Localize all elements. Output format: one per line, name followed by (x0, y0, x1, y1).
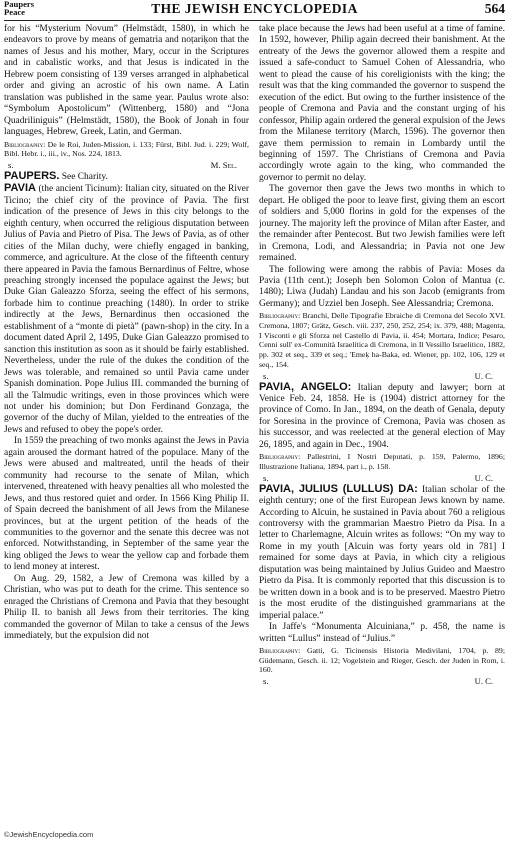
entry-text: Italian city, situated on the River Ticino; the chief city of the province of Pavia. The first indication of the presence of Jews in this city belongs to the eighth century, when occurred the religious disputation between Julius of Pavia and Pietro of Pisa. The Jews of Pavia, as of other cities of the Milan duchy, were chiefly engaged in banking, commerce, and agriculture. At the close of the fifteenth century there appeared in Pavia the famous Bernardinus of Feltre, whose preaching strongly incensed the populace against the Jews; but Duke Gian Galeazzo Sforza, seeing the effect of his sermons, forbade him to continue preaching (1480). In order to strike indirectly at the Jews, Bernardinus then occasioned the establishment of a “monte di pietà” (pawn-shop) in the city. In a document dated April 2, 1495, Duke Gian Galeazzo promised to sanction this institution as soon as it should be fairly established. Nevertheless, under the rule of the dukes the condition of the Jews was tolerable, and remained so until Pavia came under Spanish domination. Pope Julius III. commanded the burning of all the Talmudic writings, even in those provinces which were not under his dominion; but Don Ferdinand Gonzaga, the governor of the duchy of Milan, yielded to the entreaties of the Jews and refused to obey the pope's order. (4, 184, 249, 435)
paragraph: for his “Mysterium Novum” (Helmstädt, 1580), in which he endeavors to prove by means of gematria and noṭariḳon that the names of Jesus and his mother, Mary, occur in the Scriptures and in cabalistic works, and that Jesus is indicated in the Hebrew poem consisting of 139 verses arranged in alphabetical order and giving an acrostic of his own name. A Latin translation was published in the same year. Paulus wrote also: “Symbolum Apostolicum” (Wittenberg, 1580) and “Jona Quadriliniguis” (Helmstädt, 1580), the Book of Jonah in four languages, Hebrew, Greek, Latin, and German. (4, 24, 249, 138)
bibliography (259, 646, 505, 675)
entry-headword: PAVIA (4, 182, 36, 195)
paragraph: In Jaffe's “Monumenta Alcuiniana,” p. 458, the name is written “Lullus” instead of “Julius.” (259, 622, 505, 644)
entry-text: Italian scholar of the eighth century; one of the first European Jews known by name. According to Alcuin, he sustained in Pavia about 760 a religious controversy with the grammarian Maestro Pietro da Pisa. In a letter to Charlemagne, Alcuin writes as follows: “On my way to Rome in my youth [Alcuin was forty years old in 781] I remained for some days at Pavia, in which city a religious disputation was being maintained by Julius Guideo and Maestro Pietro da Pisa. It is commonly reported that this discussion is to be written down in a book and is to be preserved. Maestro Pietro is the most erudite of the distinguished grammarians at the imperial palace.” (259, 484, 505, 621)
entry-pavia (4, 183, 249, 436)
entry-headword: PAVIA, ANGELO: (259, 380, 352, 393)
right-column (259, 24, 505, 827)
bibliography (4, 140, 249, 159)
watermark: ©JewishEncyclopedia.com (4, 830, 94, 839)
bibliography-text: Branchi, Delle Tipografie Ebraiche di Cremona del Secolo XVI. Cremona, 1807; Grätz, Gesch. viii. 237, 250, 252, 254; ix. 379, 488; Magenta, I Visconti e gli Sforza nel Castello di Pavia, ii. 454; Mortara, Indice; Pesaro, Cenni sull' ex-Comunità Israelitica di Cremona, in Il Vessillo Israelitico, 1882, pp. 302 et seq., 339 et seq.; 'Emeḳ ha-Baka, ed. Wiener, pp. 102, 106, 129 et seq., 154. (259, 311, 505, 369)
left-column (4, 24, 249, 827)
signature-author: U. C. (474, 472, 493, 483)
entry-text: Italian deputy and lawyer; born at Venice Feb. 24, 1858. He is (1904) district attorney for the province of Como. In Jan., 1894, on the death of Genala, deputy for Soresina in the province of Cremona, Pavia was chosen as his successor, and was reelected at the general election of May 26, 1895, and again in Dec., 1904. (259, 382, 505, 450)
signature-code: s. (263, 370, 269, 381)
paragraph: The governor then gave the Jews two months in which to depart. He obliged the poor to leave first, giving them an escort of soldiers and 5,000 florins in gold for the expenses of the journey. The majority left the province of Milan after Easter, and the remainder after Pentecost. But two Jewish families were left in Cremona, Lodi, and Alessandria; in Pavia not one Jew remained. (259, 184, 505, 264)
paragraph: In 1559 the preaching of two monks against the Jews in Pavia again aroused the dormant hatred of the populace. Many of the Jews were abused and maltreated, until the heads of their community had recourse to the senate of Milan, which intervened, threatened with heavy penalties all who molested the Jews, and thus restored quiet and order. In 1566 King Philip II. of Spain decreed the banishment of all Jews from the Milanese provinces, but at the urgent petition of the heads of the communities to the governor and the senate this decree was not enforced. Notwithstanding, in September of the same year the king obliged the Jews to wear the yellow cap and forbade them to lend money at interest. (4, 436, 249, 573)
paragraph: On Aug. 29, 1582, a Jew of Cremona was killed by a Christian, who was put to death for the crime. This sentence so enraged the Christians of Cremona and Pavia that they besought Philip II. to banish all Jews from their territories. The king commanded the governor of Milan to take a census of the Jews immediately, but the expulsion did not (4, 573, 249, 642)
entry-paupers (4, 171, 249, 183)
bibliography-label: Bibliography: (259, 452, 301, 462)
bibliography-label: Bibliography: (259, 646, 301, 656)
entry-intro: (the ancient Ticinum): (38, 184, 123, 195)
entry-pavia-julius (259, 484, 505, 622)
bibliography-text: Pallestrini, I Nostri Deputati, p. 159, Palermo, 1896; Illustrazione Italiana, 1894, part i., p. 158. (259, 452, 505, 471)
entry-pavia-angelo (259, 382, 505, 452)
page-header (4, 0, 505, 20)
signature-code: s. (263, 472, 269, 483)
signature-author: U. C. (474, 676, 493, 687)
paragraph: take place because the Jews had been useful at a time of famine. In 1592, however, Philip again decreed their banishment. At the entreaty of the Jews the governor allowed them a respite and issued a safe-conduct to Samuel Cohen of Alessandria, who went to plead the cause of his coreligionists with the king; the result was that the king commanded the governor to suspend the execution of the edict. But owing to the further insistence of the people of Cremona and Pavia and the constant urging of his confessor, Philip again ordered the general expulsion of the Jews from the Milanese territory (March, 1596). The governor then gave them permission to remain in Lombardy until the beginning of 1597. The Christians of Cremona and Pavia accordingly wrote again to the king, who commanded the governor to permit no delay. (259, 24, 505, 183)
header-rule (4, 20, 505, 21)
signature-author: M. Sel. (210, 159, 237, 170)
guideword-last: Peace (4, 7, 25, 18)
bibliography-label: Bibliography: (4, 139, 46, 149)
bibliography-text: Gatti, G. Ticinensis Historia Medivilani, 1704, p. 89; Güdemann, Gesch. ii. 12; Vogelstein and Rieger, Gesch. der Juden in Rom, i. 160. (259, 646, 505, 675)
cross-reference: See Charity. (61, 171, 108, 182)
publication-title: THE JEWISH ENCYCLOPEDIA (151, 1, 358, 16)
entry-headword: PAUPERS. (4, 169, 60, 182)
bibliography-label: Bibliography: (259, 311, 301, 321)
guideword-first: Paupers (4, 0, 35, 9)
paragraph: The following were among the rabbis of Pavia: Moses da Pavia (11th cent.); Joseph ben Solomon Colon of Mantua (c. 1480); Liwa (Judah) Landau and his son Jacob (emigrants from Germany); and Uzziel ben Joseph. See Alessandria; Cremona. (259, 264, 505, 309)
signature-author: U. C. (474, 370, 493, 381)
bibliography-text: De le Roi, Juden-Mission, i. 133; Fürst, Bibl. Jud. i. 229; Wolf, Bibl. Hebr. i., iii., iv., Nos. 224, 1813. (4, 139, 249, 159)
entry-headword: PAVIA, JULIUS (LULLUS) DA: (259, 482, 418, 495)
page-number: 564 (484, 1, 505, 16)
signature-code: s. (263, 676, 269, 687)
signature-code: s. (8, 159, 14, 170)
signature-line (259, 675, 505, 687)
bibliography (259, 311, 505, 369)
bibliography (259, 452, 505, 471)
